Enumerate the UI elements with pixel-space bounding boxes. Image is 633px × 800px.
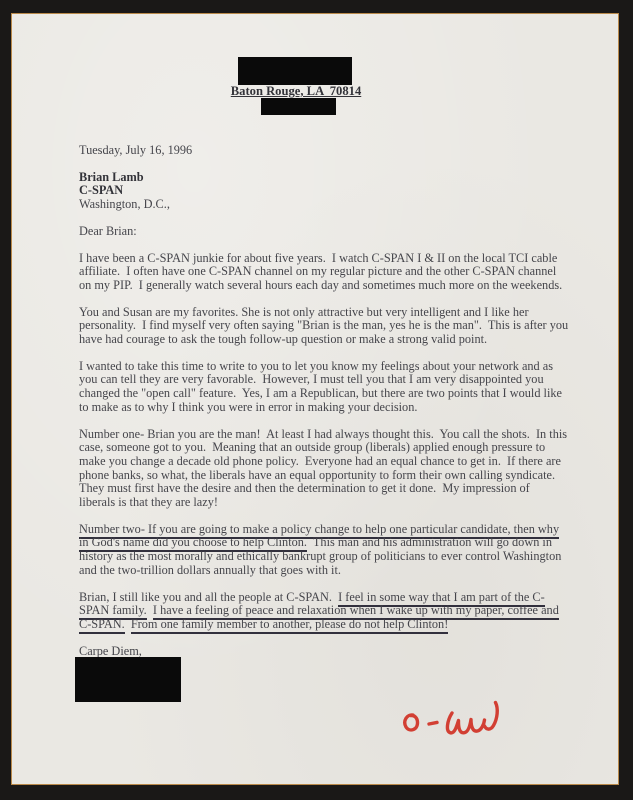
body-line bbox=[79, 564, 589, 578]
paragraph bbox=[79, 360, 589, 415]
body-text: Number one- Brian you are the man! At least I had always thought this. You call the shots. In this bbox=[79, 426, 568, 441]
body-line bbox=[79, 319, 589, 333]
letter-page bbox=[11, 13, 619, 785]
body-line bbox=[79, 373, 589, 387]
body-line bbox=[79, 455, 589, 469]
redaction-block-sender-phone bbox=[261, 98, 336, 115]
body-text: on my PIP. I generally watch several hours each day and sometimes much more on the weekends. bbox=[79, 277, 563, 292]
body-text bbox=[125, 617, 131, 631]
body-text: I wanted to take this time to write to you to let you know my feelings about your network and as bbox=[79, 358, 554, 373]
body-text: You and Susan are my favorites. She is not only attractive but very intelligent and I like her bbox=[79, 304, 529, 319]
body-text: Brian, I still like you and all the people at C-SPAN. bbox=[79, 589, 339, 604]
body-text: make you change a decade old phone policy. Everyone had an equal chance to get in. If there are bbox=[79, 453, 561, 468]
body-text: They must first have the desire and then the determination to get it done. My impression of bbox=[79, 481, 530, 496]
body-line bbox=[79, 279, 589, 293]
redaction-block-signature bbox=[75, 657, 181, 702]
salutation: Dear Brian: bbox=[79, 223, 137, 238]
recipient-block bbox=[79, 171, 589, 212]
body-line bbox=[79, 441, 589, 455]
body-line bbox=[79, 604, 589, 618]
body-text: case, someone got to you. Meaning that an outside group (liberals) applied enough pressure to bbox=[79, 440, 546, 455]
body-text bbox=[147, 603, 153, 617]
ink-underlined-text: I feel in some way that I am part of the C- bbox=[338, 590, 545, 607]
body-line bbox=[79, 252, 589, 266]
body-line bbox=[79, 265, 589, 279]
ink-underlined-text: C-SPAN. bbox=[79, 617, 125, 634]
body-line bbox=[79, 550, 589, 564]
redaction-block-sender-address bbox=[238, 57, 352, 85]
body-line bbox=[79, 360, 589, 374]
ink-underlined-text: in God's name did you choose to help Clinton. bbox=[79, 535, 307, 552]
closing-line: Carpe Diem, bbox=[79, 643, 142, 658]
ink-underlined-text: SPAN family. bbox=[79, 603, 147, 620]
body-text: and the two-trillion dollars annually that goes with it. bbox=[79, 562, 341, 577]
body-line bbox=[79, 428, 589, 442]
date-line: Tuesday, July 16, 1996 bbox=[79, 143, 193, 157]
body-line bbox=[79, 469, 589, 483]
paragraph bbox=[79, 523, 589, 578]
body-line bbox=[79, 523, 589, 537]
body-line bbox=[79, 333, 589, 347]
body-line bbox=[79, 591, 589, 605]
letterhead-city-line: Baton Rouge, LA 70814 bbox=[230, 84, 362, 98]
ink-underlined-text: Number two- If you are going to make a policy change to help one particular candidate, then why bbox=[79, 522, 559, 539]
letter-content bbox=[79, 144, 589, 702]
letter-body bbox=[79, 252, 589, 632]
body-text: have had courage to ask the tough follow-up question or make a strong valid point. bbox=[79, 332, 488, 347]
body-text: liberals is that they are lazy! bbox=[79, 495, 218, 510]
body-text: personality. I find myself very often saying "Brian is the man, yes he is the man". This is after you bbox=[79, 318, 569, 333]
body-text: phone banks, so what, the liberals have an equal opportunity to form their own calling syndicate. bbox=[79, 467, 556, 482]
body-line bbox=[79, 496, 589, 510]
body-text: This man and his administration will go down in bbox=[306, 535, 552, 550]
body-line bbox=[79, 401, 589, 415]
red-ink-annotation bbox=[397, 700, 515, 750]
ink-underlined-text: I have a feeling of peace and relaxation when I wake up with my paper, coffee and bbox=[153, 603, 559, 620]
body-text: affiliate. I often have one C-SPAN channel on my regular picture and the other C-SPAN channel bbox=[79, 264, 557, 279]
body-text: I have been a C-SPAN junkie for about five years. I watch C-SPAN I & II on the local TCI cable bbox=[79, 250, 558, 265]
paragraph bbox=[79, 428, 589, 510]
body-line bbox=[79, 618, 589, 632]
body-text: history as the most morally and ethically bankrupt group of politicians to ever control Washington bbox=[79, 549, 562, 564]
red-ink-annotation-drawing bbox=[397, 700, 515, 750]
ink-underlined-text: From one family member to another, please do not help Clinton! bbox=[131, 617, 448, 634]
paragraph bbox=[79, 306, 589, 347]
body-text: to make as to why I think you were in error in making your decision. bbox=[79, 399, 418, 414]
body-text: you can tell they are very favorable. However, I must tell you that I am very disappointed you bbox=[79, 372, 544, 387]
recipient-name: Brian Lamb bbox=[79, 169, 144, 184]
recipient-org: C-SPAN bbox=[79, 183, 124, 198]
body-line bbox=[79, 306, 589, 320]
paragraph bbox=[79, 252, 589, 293]
body-line bbox=[79, 387, 589, 401]
body-line bbox=[79, 536, 589, 550]
paragraph bbox=[79, 591, 589, 632]
body-text: changed the "open call" feature. Yes, I am a Republican, but there are two points that I would like bbox=[79, 386, 562, 401]
recipient-city: Washington, D.C., bbox=[79, 197, 170, 212]
body-line bbox=[79, 482, 589, 496]
